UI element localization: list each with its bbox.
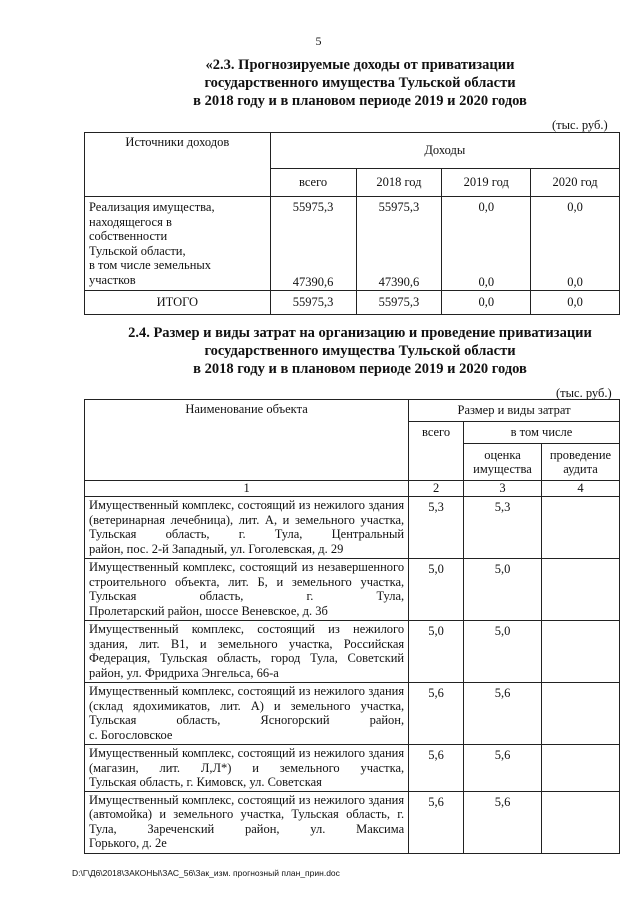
cost-valuation: 5,3 <box>464 497 542 559</box>
cost-valuation: 5,0 <box>464 559 542 621</box>
cost-total: 5,6 <box>409 791 464 853</box>
label-line: в том числе земельных <box>89 258 212 272</box>
cost-audit <box>541 621 619 683</box>
desc-line: здания (ветеринарная лечебница), лит. А, и земельного <box>89 498 405 527</box>
header-2019: 2019 год <box>442 169 531 197</box>
header-costs: Размер и виды затрат <box>409 400 620 422</box>
cost-valuation: 5,6 <box>464 683 542 745</box>
total-value: 55975,3 <box>356 291 442 315</box>
desc-line: участка, Тульская область, Ясногорский район, <box>89 698 405 727</box>
value-top: 55975,3 <box>378 200 420 214</box>
column-number: 2 <box>409 481 464 497</box>
cost-valuation: 5,0 <box>464 621 542 683</box>
desc-line: Горького, д. 2е <box>89 836 167 850</box>
value-bottom: 47390,6 <box>292 274 334 289</box>
desc-line: участка, Тульская область, г. Тула, Центральный <box>89 512 405 541</box>
cost-valuation: 5,6 <box>464 745 542 792</box>
cost-audit <box>541 497 619 559</box>
unit-label: (тыс. руб.) <box>556 386 612 400</box>
desc-line: здания (склад ядохимикатов, лит. А) и земельного <box>89 684 405 713</box>
desc-line: Имущественный комплекс, состоящий из нежилого <box>89 684 365 698</box>
desc-line: Федерация, Тульская область, город Тула, Советский <box>89 651 405 665</box>
income-table <box>84 132 620 315</box>
title-line: в 2018 году и в плановом периоде 2019 и 2020 годов <box>193 361 527 377</box>
row-label-property-sale <box>85 197 271 291</box>
section-2-3-title <box>150 56 570 110</box>
desc-line: здания (автомойка) и земельного участка, Тульская <box>89 792 405 821</box>
cost-total: 5,6 <box>409 745 464 792</box>
label-line: собственности <box>89 229 168 243</box>
value-bottom: 0,0 <box>567 274 583 289</box>
table-row <box>85 497 620 559</box>
header-total: всего <box>270 169 356 197</box>
desc-line: с. Богословское <box>89 727 173 742</box>
cell-2020 <box>531 197 620 291</box>
desc-line: Имущественный комплекс, состоящий из нежилого <box>89 792 365 807</box>
value-bottom: 0,0 <box>478 274 495 289</box>
desc-line: земельного участка, Тульская область, г. Тула, <box>89 574 405 603</box>
header-object-name: Наименование объекта <box>85 400 409 481</box>
cost-audit <box>541 745 619 792</box>
page-number: 5 <box>315 34 322 48</box>
cost-valuation: 5,6 <box>464 791 542 853</box>
total-value: 0,0 <box>442 291 531 315</box>
desc-line: здания (магазин, лит. Л,Л*) и земельного участка, <box>89 746 405 775</box>
column-number: 4 <box>541 481 619 497</box>
cost-total: 5,0 <box>409 621 464 683</box>
unit-label: (тыс. руб.) <box>552 118 608 132</box>
value-top: 0,0 <box>478 200 495 214</box>
file-path-footer: D:\Г\Д6\2018\ЗАКОНЫ\ЗАС_56\Зак_изм. прогнозный план_прин.doc <box>72 868 340 878</box>
object-description <box>85 791 409 853</box>
column-number: 3 <box>464 481 542 497</box>
label-line: Реализация имущества, <box>89 200 215 214</box>
object-description <box>85 745 409 792</box>
header-income-source: Источники доходов <box>85 133 271 197</box>
value-bottom: 47390,6 <box>378 274 420 289</box>
title-line: 2.4. Размер и виды затрат на организацию и проведение приватизации <box>128 325 592 341</box>
object-description <box>85 559 409 621</box>
cost-audit <box>541 791 619 853</box>
section-2-4-title <box>110 324 610 378</box>
title-line: государственного имущества Тульской области <box>204 75 516 91</box>
value-top: 0,0 <box>567 200 583 214</box>
header-audit: проведение аудита <box>541 444 619 481</box>
cell-2018 <box>356 197 442 291</box>
desc-line: район, пос. 2-й Западный, ул. Гоголевская, д. 29 <box>89 541 344 556</box>
object-description <box>85 497 409 559</box>
cost-audit <box>541 683 619 745</box>
table-row <box>85 559 620 621</box>
header-income: Доходы <box>270 133 619 169</box>
desc-line: Имущественный комплекс, состоящий из нежилого <box>89 498 365 512</box>
cost-audit <box>541 559 619 621</box>
desc-line: Тульская область, г. Кимовск, ул. Советская <box>89 775 322 789</box>
total-label: ИТОГО <box>85 291 271 315</box>
desc-line: здания, лит. В1, и земельного участка, Российская <box>89 636 405 651</box>
desc-line: район, ул. Фридриха Энгельса, 66-а <box>89 665 279 680</box>
cost-total: 5,3 <box>409 497 464 559</box>
label-line: Тульской области, <box>89 243 186 258</box>
desc-line: Пролетарский район, шоссе Веневское, д. 3б <box>89 603 328 618</box>
object-description <box>85 621 409 683</box>
value-top: 55975,3 <box>292 200 334 214</box>
label-line: участков <box>89 272 136 287</box>
object-description <box>85 683 409 745</box>
header-2018: 2018 год <box>356 169 442 197</box>
costs-table <box>84 399 620 854</box>
total-value: 55975,3 <box>270 291 356 315</box>
desc-line: Имущественный комплекс, состоящий из нежилого <box>89 746 365 760</box>
table-row <box>85 621 620 683</box>
cost-total: 5,0 <box>409 559 464 621</box>
column-number: 1 <box>85 481 409 497</box>
header-valuation: оценка имущества <box>464 444 542 481</box>
header-including: в том числе <box>464 422 620 444</box>
cell-2019 <box>442 197 531 291</box>
label-line: находящегося в <box>89 214 172 229</box>
title-line: «2.3. Прогнозируемые доходы от приватизации <box>205 57 515 73</box>
header-total: всего <box>409 422 464 481</box>
table-row <box>85 745 620 792</box>
title-line: государственного имущества Тульской области <box>204 343 516 359</box>
desc-line: область, г. Тула, Зареченский район, ул. Максима <box>89 807 405 836</box>
table-row <box>85 791 620 853</box>
title-line: в 2018 году и в плановом периоде 2019 и 2020 годов <box>193 93 527 109</box>
desc-line: незавершенного строительного объекта, лит. Б, и <box>89 560 405 589</box>
table-row <box>85 683 620 745</box>
header-2020: 2020 год <box>531 169 620 197</box>
cost-total: 5,6 <box>409 683 464 745</box>
desc-line: Имущественный комплекс, состоящий из <box>89 560 314 574</box>
total-value: 0,0 <box>531 291 620 315</box>
desc-line: Имущественный комплекс, состоящий из нежилого <box>89 622 405 636</box>
cell-total <box>270 197 356 291</box>
